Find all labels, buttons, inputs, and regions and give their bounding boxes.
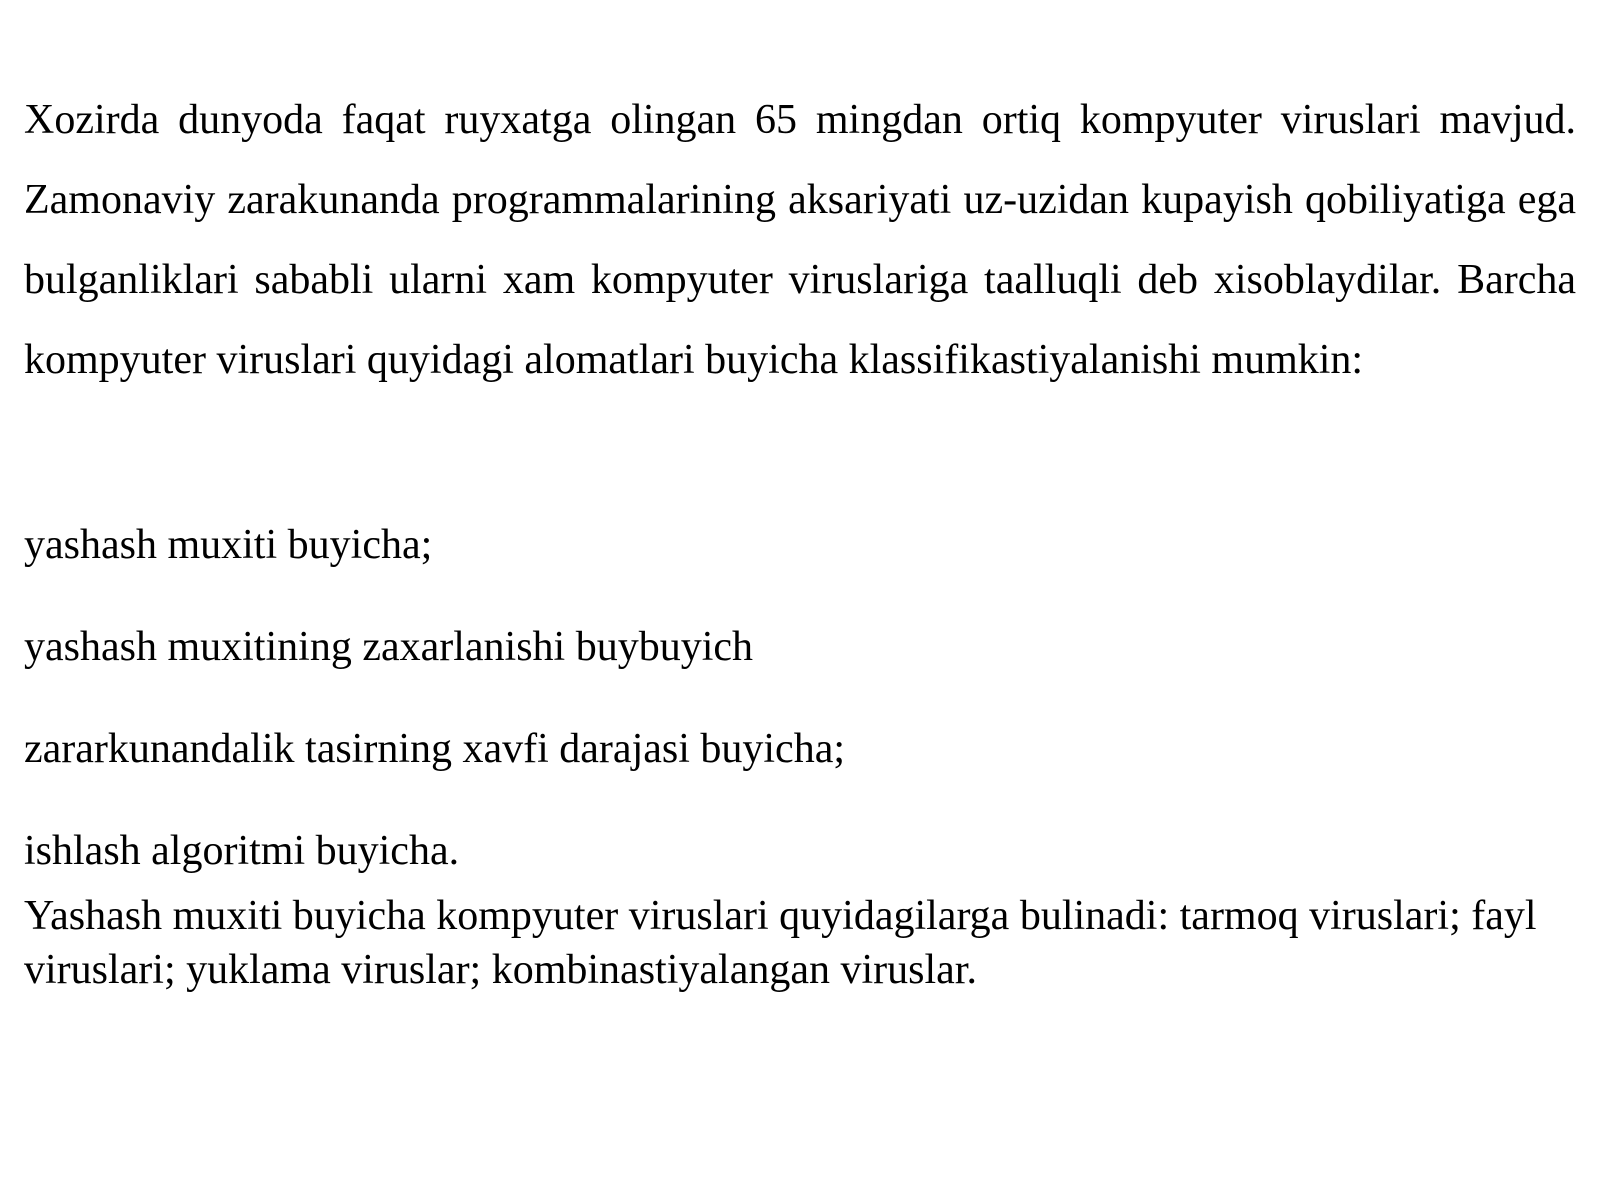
list-item: ishlash algoritmi buyicha. bbox=[24, 828, 460, 874]
classification-criteria-list bbox=[24, 510, 1576, 918]
list-item: yashash muxiti buyicha; bbox=[24, 522, 433, 568]
summary-paragraph: Yashash muxiti buyicha kompyuter viruslari quyidagilarga bulinadi: tarmoq viruslari; fayl viruslari; yuklama viruslar; kombinastiyalangan viruslar. bbox=[24, 893, 1537, 993]
list-item: zararkunandalik tasirning xavfi darajasi buyicha; bbox=[24, 726, 846, 772]
intro-paragraph: Xozirda dunyoda faqat ruyxatga olingan 65 mingdan ortiq kompyuter viruslari mavjud. Zamonaviy zarakunanda programmalarining aksariyati uz-uzidan kupayish qobiliyatiga ega bulganliklari sababli ularni xam kompyuter viruslariga taalluqli deb xisoblaydilar. Barcha kompyuter viruslari quyidagi alomatlari buyicha klassifikastiyalanishi mumkin: bbox=[24, 97, 1576, 383]
list-item: yashash muxitining zaxarlanishi buybuyich bbox=[24, 624, 754, 670]
